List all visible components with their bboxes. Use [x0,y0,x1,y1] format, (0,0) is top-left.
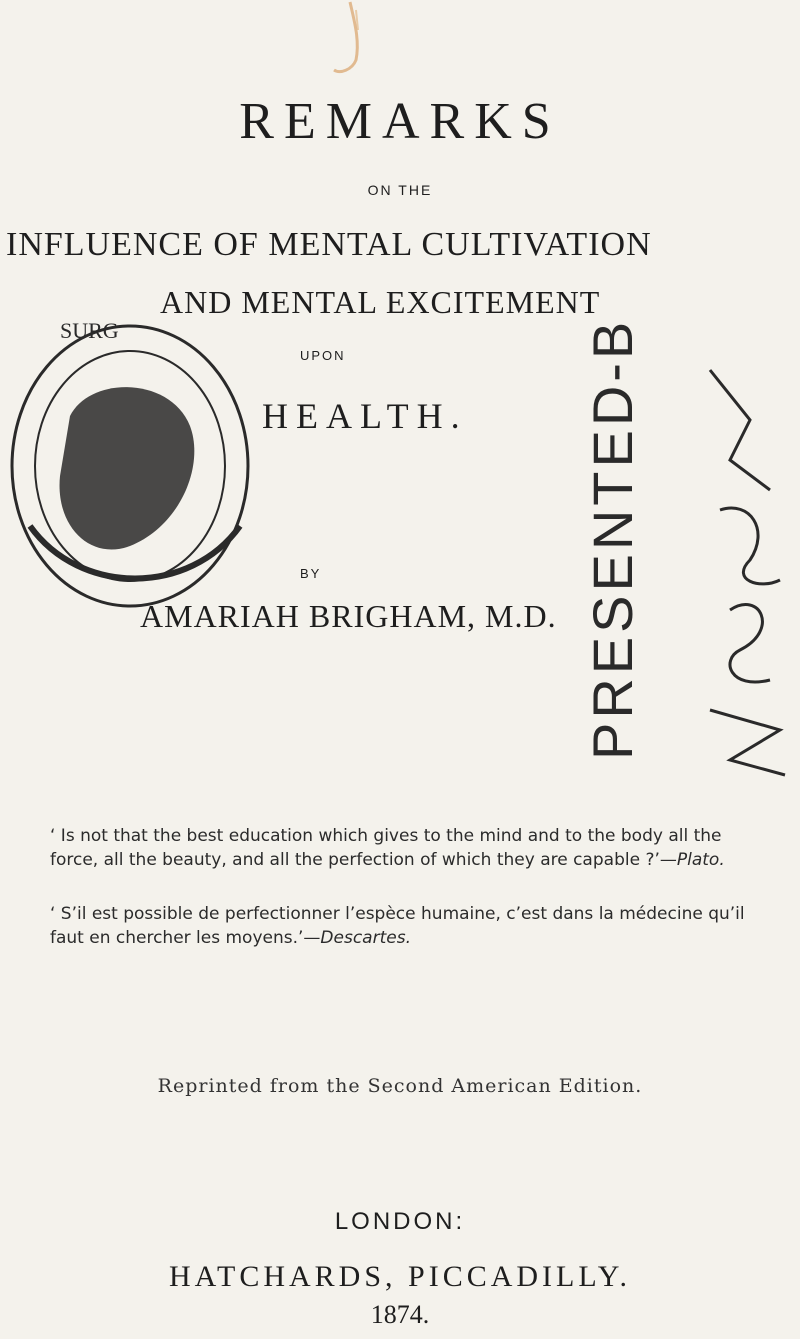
publication-year: 1874. [370,1300,430,1329]
plato-attribution: Plato. [676,850,725,870]
subject-line-1: INFLUENCE OF MENTAL CULTIVATION [6,226,652,263]
imprint-city: LONDON: [334,1208,466,1235]
publisher-name: HATCHARDS, PICCADILLY. [169,1260,631,1293]
descartes-quote-text: ‘ S’il est possible de perfectionner l’espèce humaine, c’est dans la médecine qu’il faut en chercher les moyens.’— [50,904,745,948]
author-name: AMARIAH BRIGHAM, M.D. [140,598,557,634]
handwritten-signature-icon [690,330,800,790]
library-stamp-icon [0,296,290,626]
subject-line-2: AND MENTAL EXCITEMENT [160,284,601,320]
presented-label: PRESENTED-B [581,317,644,760]
reprint-note: Reprinted from the Second American Edition. [157,1075,643,1097]
descartes-quote [50,902,770,950]
descartes-attribution: Descartes. [320,928,411,948]
book-title: REMARKS [239,93,561,150]
on-the-label: ON THE [367,182,433,198]
upon-label: UPON [300,348,346,363]
plato-quote-text: ‘ Is not that the best education which gives to the mind and to the body all the force, all the beauty, and all the perfection of which they are capable ?’— [50,826,722,870]
presented-by-stamp [570,317,690,760]
by-label: BY [300,566,322,581]
stamp-lettering: SURG [60,318,119,343]
plato-quote [50,824,770,872]
health-title: HEALTH. [262,396,468,436]
ink-mark-icon [320,0,380,80]
